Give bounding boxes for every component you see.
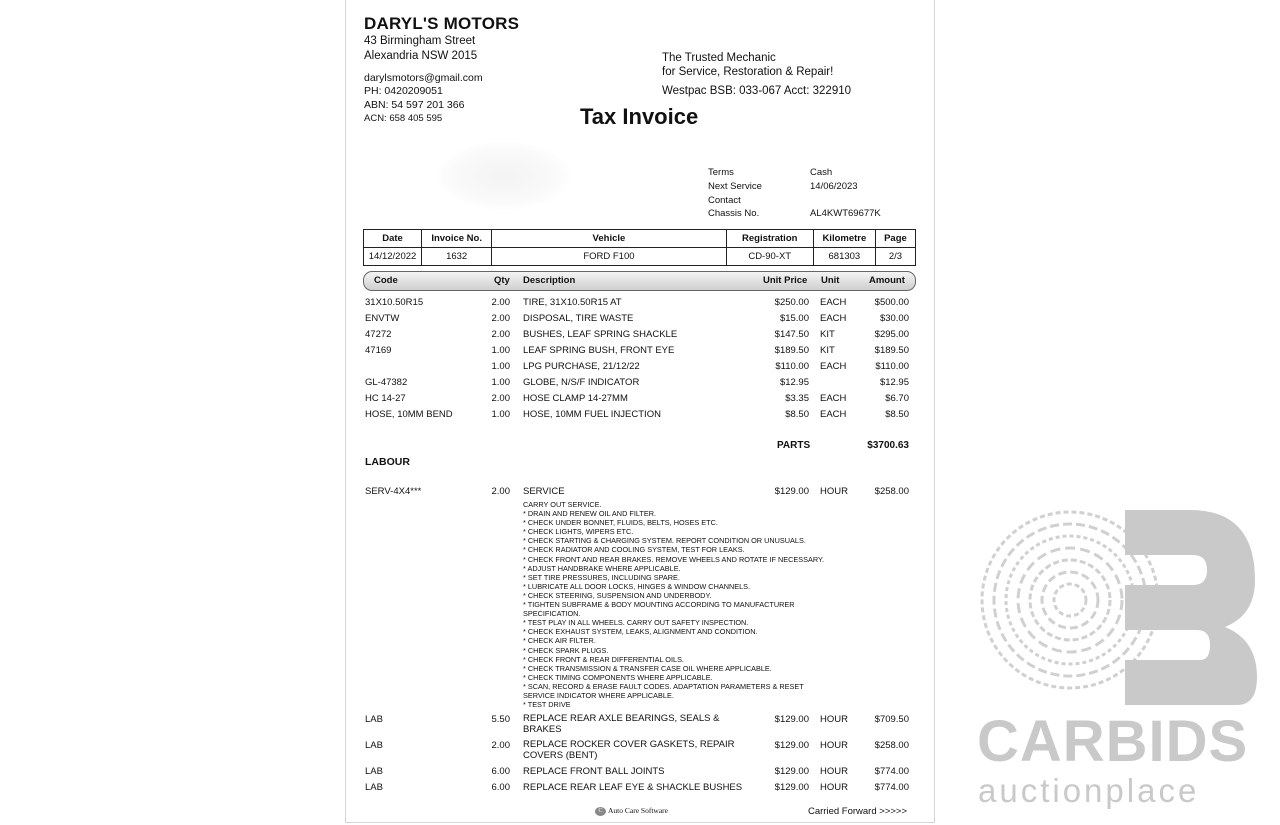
labour-heading: LABOUR (365, 456, 410, 468)
row-unit: HOUR (820, 766, 848, 777)
bank-details: Westpac BSB: 033-067 Acct: 322910 (662, 85, 852, 97)
service-note: * SET TIRE PRESSURES, INCLUDING SPARE. (523, 572, 680, 582)
service-note: * DRAIN AND RENEW OIL AND FILTER. (523, 509, 656, 519)
row-unit-price: $129.00 (774, 782, 809, 793)
service-note: SERVICE INDICATOR WHERE APPLICABLE. (523, 690, 674, 700)
info-value-next-service: 14/06/2023 (810, 181, 858, 192)
row-unit: HOUR (820, 486, 848, 497)
table-row (346, 329, 934, 342)
row-unit-price: $189.50 (774, 345, 809, 356)
row-unit-price: $12.95 (779, 377, 809, 388)
watermark-brand: CARBIDS (977, 709, 1249, 774)
row-qty: 1.00 (491, 377, 510, 388)
table-row (346, 361, 934, 374)
row-unit-price: $15.00 (779, 313, 809, 324)
row-unit: EACH (820, 393, 847, 404)
row-unit: HOUR (820, 782, 848, 793)
row-code: LAB (365, 782, 383, 793)
info-label-chassis: Chassis No. (708, 208, 760, 219)
row-description: REPLACE REAR LEAF EYE & SHACKLE BUSHES (523, 782, 743, 793)
column-header-bar (363, 271, 916, 291)
header-page-value: 2/3 (875, 248, 915, 266)
invoice-header-table (363, 229, 916, 266)
row-amount: $295.00 (874, 329, 909, 340)
service-note: * CHECK AIR FILTER. (523, 636, 596, 646)
table-row (346, 313, 934, 326)
table-row (346, 297, 934, 310)
row-qty: 2.00 (491, 486, 510, 497)
col-description: Description (523, 275, 576, 286)
carried-forward: Carried Forward >>>>> (808, 806, 908, 817)
row-amount: $774.00 (874, 782, 909, 793)
service-note: * CHECK STEERING, SUSPENSION AND UNDERBODY. (523, 590, 712, 600)
row-amount: $30.00 (879, 313, 909, 324)
row-unit-price: $147.50 (774, 329, 809, 340)
copyright-icon: C (595, 807, 606, 816)
row-unit: HOUR (820, 714, 848, 725)
row-code: LAB (365, 766, 383, 777)
table-row (346, 409, 934, 422)
row-unit-price: $8.50 (785, 409, 809, 420)
row-code: 31X10.50R15 (365, 297, 424, 308)
row-amount: $258.00 (874, 740, 909, 751)
row-amount: $258.00 (874, 486, 909, 497)
service-note: * CHECK FRONT & REAR DIFFERENTIAL OILS. (523, 654, 684, 664)
row-amount: $189.50 (874, 345, 909, 356)
header-invoice-value: 1632 (422, 248, 492, 266)
parts-total-value: $3700.63 (867, 440, 909, 451)
row-code: HC 14-27 (365, 393, 406, 404)
service-note: * TEST PLAY IN ALL WHEELS. CARRY OUT SAFETY INSPECTION. (523, 618, 749, 628)
service-note: * LUBRICATE ALL DOOR LOCKS, HINGES & WINDOW CHANNELS. (523, 581, 751, 591)
row-description: SERVICE (523, 486, 565, 497)
company-phone: PH: 0420209051 (364, 85, 443, 97)
row-description: GLOBE, N/S/F INDICATOR (523, 377, 640, 388)
company-name: DARYL'S MOTORS (364, 14, 520, 33)
table-row (346, 393, 934, 406)
company-street: 43 Birmingham Street (364, 35, 476, 47)
row-code: LAB (365, 714, 383, 725)
info-value-chassis: AL4KWT69677K (810, 208, 881, 219)
company-email: darylsmotors@gmail.com (364, 72, 483, 84)
faded-logo (438, 142, 570, 210)
service-note: * CHECK TIMING COMPONENTS WHERE APPLICABLE. (523, 672, 713, 682)
row-amount: $8.50 (885, 409, 909, 420)
row-unit: KIT (820, 345, 835, 356)
row-code: ENVTW (365, 313, 400, 324)
company-suburb: Alexandria NSW 2015 (364, 50, 478, 62)
row-unit-price: $129.00 (774, 486, 809, 497)
row-description: HOSE, 10MM FUEL INJECTION (523, 409, 661, 420)
row-description: REPLACE ROCKER COVER GASKETS, REPAIR COVERS (BENT) (523, 739, 735, 761)
row-unit-price: $129.00 (774, 766, 809, 777)
row-qty: 6.00 (491, 766, 510, 777)
info-value-terms: Cash (810, 167, 833, 178)
row-qty: 2.00 (491, 297, 510, 308)
row-unit-price: $3.35 (785, 393, 809, 404)
service-note: CARRY OUT SERVICE. (523, 500, 602, 509)
row-code: SERV-4X4*** (365, 486, 422, 497)
row-qty: 5.50 (491, 714, 510, 725)
col-unit-price: Unit Price (763, 275, 808, 286)
service-note: * ADJUST HANDBRAKE WHERE APPLICABLE. (523, 563, 681, 573)
row-qty: 6.00 (491, 782, 510, 793)
row-code: 47272 (365, 329, 392, 340)
row-unit-price: $110.00 (775, 361, 809, 372)
header-date-value: 14/12/2022 (364, 248, 422, 266)
row-unit: EACH (820, 313, 847, 324)
header-registration-value: CD-90-XT (726, 248, 813, 266)
info-label-next-service: Next Service (708, 181, 762, 192)
row-qty: 2.00 (491, 740, 510, 751)
service-note: * TEST DRIVE (523, 700, 571, 710)
tagline-line2: for Service, Restoration & Repair! (662, 66, 834, 78)
row-description: REPLACE REAR AXLE BEARINGS, SEALS & BRAKES (523, 713, 720, 735)
parts-total-label: PARTS (777, 440, 811, 451)
header-page-label: Page (875, 230, 915, 248)
service-note: * CHECK LIGHTS, WIPERS ETC. (523, 527, 634, 537)
service-note: * CHECK STARTING & CHARGING SYSTEM. REPORT CONDITION OR UNUSUALS. (523, 536, 806, 546)
row-description: BUSHES, LEAF SPRING SHACKLE (523, 329, 678, 340)
row-unit: EACH (820, 361, 847, 372)
row-unit: EACH (820, 409, 847, 420)
row-amount: $500.00 (874, 297, 909, 308)
row-description: TIRE, 31X10.50R15 AT (523, 297, 622, 308)
row-description: LEAF SPRING BUSH, FRONT EYE (523, 345, 675, 356)
table-row (346, 739, 934, 761)
row-qty: 1.00 (491, 361, 510, 372)
header-vehicle-label: Vehicle (492, 230, 726, 248)
table-row (346, 713, 934, 735)
row-qty: 1.00 (491, 345, 510, 356)
table-row (346, 345, 934, 358)
software-credit (595, 806, 668, 816)
service-note: * CHECK UNDER BONNET, FLUIDS, BELTS, HOSES ETC. (523, 518, 718, 528)
col-unit: Unit (821, 275, 840, 286)
service-note: * CHECK EXHAUST SYSTEM, LEAKS, ALIGNMENT AND CONDITION. (523, 627, 758, 637)
row-description: REPLACE FRONT BALL JOINTS (523, 766, 665, 777)
col-code: Code (374, 275, 398, 286)
service-note: * CHECK TRANSMISSION & TRANSFER CASE OIL WHERE APPLICABLE. (523, 663, 772, 673)
tagline-line1: The Trusted Mechanic (662, 52, 776, 64)
watermark-subtitle: auctionplace (978, 772, 1200, 809)
row-unit: KIT (820, 329, 835, 340)
table-row (346, 766, 934, 779)
company-abn: ABN: 54 597 201 366 (364, 99, 465, 111)
service-note: SPECIFICATION. (523, 609, 581, 619)
row-amount: $110.00 (875, 361, 909, 372)
header-kilometre-value: 681303 (813, 248, 875, 266)
row-code: 47169 (365, 345, 392, 356)
col-amount: Amount (869, 275, 905, 286)
info-label-terms: Terms (708, 167, 734, 178)
row-amount: $774.00 (874, 766, 909, 777)
row-unit-price: $129.00 (774, 714, 809, 725)
service-note: * CHECK SPARK PLUGS. (523, 645, 609, 655)
info-label-contact: Contact (708, 195, 741, 206)
row-description: LPG PURCHASE, 21/12/22 (523, 361, 640, 372)
service-note: * TIGHTEN SUBFRAME & BODY MOUNTING ACCORDING TO MANUFACTURER (523, 600, 795, 610)
row-code: LAB (365, 740, 383, 751)
row-amount: $6.70 (885, 393, 909, 404)
service-note: * CHECK FRONT AND REAR BRAKES. REMOVE WHEELS AND ROTATE IF NECESSARY. (523, 554, 824, 564)
row-description: HOSE CLAMP 14-27MM (523, 393, 628, 404)
row-unit-price: $250.00 (774, 297, 809, 308)
service-note: * CHECK RADIATOR AND COOLING SYSTEM, TEST FOR LEAKS. (523, 545, 745, 555)
row-amount: $12.95 (879, 377, 909, 388)
row-qty: 2.00 (491, 329, 510, 340)
col-qty: Qty (494, 275, 510, 286)
row-unit: EACH (820, 297, 847, 308)
table-row (346, 377, 934, 390)
row-code: HOSE, 10MM BEND (365, 409, 453, 420)
row-unit-price: $129.00 (774, 740, 809, 751)
page-title: Tax Invoice (580, 104, 699, 129)
invoice-page (345, 0, 935, 823)
row-qty: 1.00 (491, 409, 510, 420)
table-row (346, 782, 934, 795)
row-amount: $709.50 (874, 714, 909, 725)
company-acn: ACN: 658 405 595 (364, 113, 443, 124)
row-code: GL-47382 (365, 377, 408, 388)
row-qty: 2.00 (491, 393, 510, 404)
row-unit: HOUR (820, 740, 848, 751)
row-description: DISPOSAL, TIRE WASTE (523, 313, 634, 324)
service-note: * SCAN, RECORD & ERASE FAULT CODES. ADAPTATION PARAMETERS & RESET (523, 681, 804, 691)
header-date-label: Date (364, 230, 422, 248)
row-qty: 2.00 (491, 313, 510, 324)
header-registration-label: Registration (726, 230, 813, 248)
table-row (346, 486, 934, 499)
header-kilometre-label: Kilometre (813, 230, 875, 248)
service-notes (523, 500, 863, 709)
header-invoice-label: Invoice No. (422, 230, 492, 248)
software-name: Auto Care Software (608, 806, 668, 815)
header-vehicle-value: FORD F100 (492, 248, 726, 266)
